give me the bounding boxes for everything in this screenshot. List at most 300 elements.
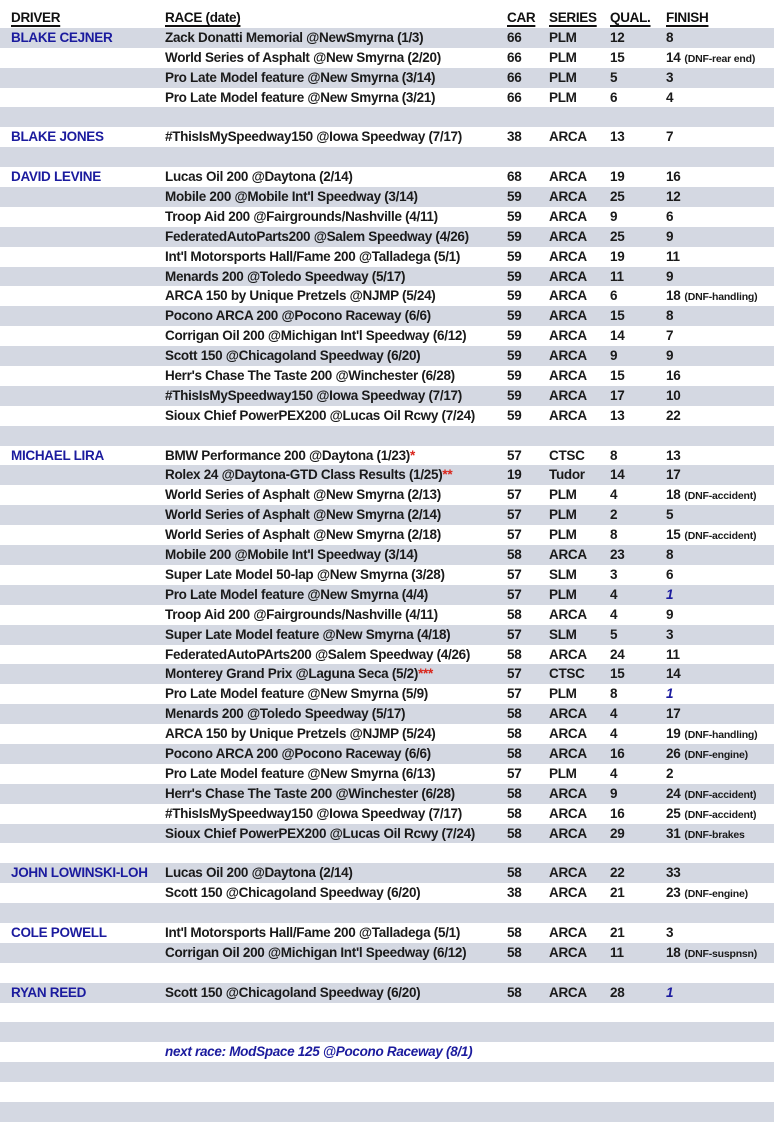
race-name: FederatedAutoPArts200 @Salem Speedway (4/26) bbox=[165, 646, 471, 662]
qual-position: 25 bbox=[610, 228, 625, 244]
qual-position: 9 bbox=[610, 785, 618, 801]
car-number: 19 bbox=[507, 467, 522, 483]
race-cell bbox=[165, 565, 507, 585]
table-row bbox=[0, 465, 774, 485]
car-number bbox=[507, 1082, 549, 1102]
car-number: 59 bbox=[507, 387, 522, 403]
car-number bbox=[507, 147, 549, 167]
table-row bbox=[0, 227, 774, 247]
driver-cell bbox=[0, 1042, 165, 1062]
finish-cell bbox=[666, 545, 774, 565]
finish-cell bbox=[666, 267, 774, 287]
race-cell bbox=[165, 326, 507, 346]
race-cell bbox=[165, 147, 507, 167]
qual-position: 14 bbox=[610, 328, 625, 344]
car-number bbox=[507, 1102, 549, 1122]
race-name: #ThisIsMySpeedway150 @Iowa Speedway (7/17) bbox=[165, 805, 462, 821]
race-name: Rolex 24 @Daytona-GTD Class Results (1/25) bbox=[165, 467, 443, 483]
qual-position: 16 bbox=[610, 805, 625, 821]
qual-position: 4 bbox=[610, 706, 618, 722]
car-number: 66 bbox=[507, 49, 522, 65]
race-name: World Series of Asphalt @New Smyrna (2/14) bbox=[165, 507, 441, 523]
qual-position: 6 bbox=[610, 89, 618, 105]
qual-position: 15 bbox=[610, 666, 625, 682]
table-row bbox=[0, 48, 774, 68]
car-number: 58 bbox=[507, 984, 522, 1000]
dnf-note: (DNF-engine) bbox=[684, 888, 748, 901]
finish-position: 18 bbox=[666, 288, 681, 304]
blank-row bbox=[0, 963, 774, 983]
driver-cell bbox=[0, 227, 165, 247]
table-row bbox=[0, 406, 774, 426]
finish-cell bbox=[666, 764, 774, 784]
finish-cell bbox=[666, 1022, 774, 1042]
car-number: 57 bbox=[507, 626, 522, 642]
series-name: ARCA bbox=[549, 368, 587, 384]
car-number: 57 bbox=[507, 686, 522, 702]
qual-position bbox=[610, 1042, 666, 1062]
finish-position: 14 bbox=[666, 49, 681, 65]
series-name: ARCA bbox=[549, 805, 587, 821]
race-cell bbox=[165, 843, 507, 863]
finish-position: 1 bbox=[666, 984, 674, 1000]
series-name: PLM bbox=[549, 49, 577, 65]
car-number bbox=[507, 1062, 549, 1082]
finish-cell bbox=[666, 704, 774, 724]
car-number: 59 bbox=[507, 189, 522, 205]
car-number: 59 bbox=[507, 308, 522, 324]
table-row bbox=[0, 207, 774, 227]
finish-cell bbox=[666, 227, 774, 247]
car-number: 59 bbox=[507, 368, 522, 384]
finish-position: 31 bbox=[666, 825, 681, 841]
car-number: 59 bbox=[507, 288, 522, 304]
car-number: 58 bbox=[507, 924, 522, 940]
table-row bbox=[0, 923, 774, 943]
finish-cell bbox=[666, 1082, 774, 1102]
driver-cell bbox=[0, 764, 165, 784]
asterisk-marker: *** bbox=[418, 666, 433, 682]
driver-cell bbox=[0, 247, 165, 267]
finish-position: 24 bbox=[666, 785, 681, 801]
race-name: BMW Performance 200 @Daytona (1/23) bbox=[165, 447, 410, 463]
finish-position: 5 bbox=[666, 507, 674, 523]
qual-position: 3 bbox=[610, 566, 618, 582]
qual-position: 4 bbox=[610, 487, 618, 503]
table-row bbox=[0, 824, 774, 844]
finish-position: 11 bbox=[666, 646, 680, 662]
series-name bbox=[549, 1062, 610, 1082]
finish-position: 7 bbox=[666, 129, 674, 145]
driver-cell bbox=[0, 187, 165, 207]
qual-position: 15 bbox=[610, 49, 625, 65]
driver-cell bbox=[0, 963, 165, 983]
race-name: Pocono ARCA 200 @Pocono Raceway (6/6) bbox=[165, 308, 431, 324]
car-number: 58 bbox=[507, 745, 522, 761]
series-name: PLM bbox=[549, 527, 577, 543]
race-cell bbox=[165, 585, 507, 605]
race-name: Monterey Grand Prix @Laguna Seca (5/2) bbox=[165, 666, 419, 682]
table-row bbox=[0, 525, 774, 545]
qual-position: 4 bbox=[610, 765, 618, 781]
finish-cell bbox=[666, 1102, 774, 1122]
finish-position: 14 bbox=[666, 666, 681, 682]
race-name: Troop Aid 200 @Fairgrounds/Nashville (4/11) bbox=[165, 208, 438, 224]
qual-position: 8 bbox=[610, 527, 618, 543]
driver-cell bbox=[0, 903, 165, 923]
finish-position: 17 bbox=[666, 467, 681, 483]
finish-position: 15 bbox=[666, 527, 681, 543]
finish-cell bbox=[666, 843, 774, 863]
table-row bbox=[0, 68, 774, 88]
qual-position: 19 bbox=[610, 169, 625, 185]
race-name: Mobile 200 @Mobile Int'l Speedway (3/14) bbox=[165, 189, 418, 205]
car-number bbox=[507, 843, 549, 863]
qual-position bbox=[610, 107, 666, 127]
finish-cell bbox=[666, 565, 774, 585]
dnf-note: (DNF-accident) bbox=[684, 788, 757, 801]
car-number: 57 bbox=[507, 527, 522, 543]
race-cell bbox=[165, 903, 507, 923]
finish-cell bbox=[666, 645, 774, 665]
driver-cell bbox=[0, 525, 165, 545]
finish-position: 1 bbox=[666, 686, 674, 702]
series-name: ARCA bbox=[549, 248, 587, 264]
race-name: Pro Late Model feature @New Smyrna (3/14) bbox=[165, 69, 436, 85]
blank-row bbox=[0, 107, 774, 127]
driver-cell bbox=[0, 28, 165, 48]
table-row bbox=[0, 744, 774, 764]
blank-row bbox=[0, 903, 774, 923]
table-row bbox=[0, 724, 774, 744]
table-row bbox=[0, 247, 774, 267]
driver-cell bbox=[0, 724, 165, 744]
series-name: PLM bbox=[549, 89, 577, 105]
car-number: 58 bbox=[507, 646, 522, 662]
finish-cell bbox=[666, 923, 774, 943]
series-name bbox=[549, 1042, 610, 1062]
finish-position: 6 bbox=[666, 208, 674, 224]
series-name: PLM bbox=[549, 29, 577, 45]
finish-cell bbox=[666, 1042, 774, 1062]
race-cell bbox=[165, 465, 507, 485]
column-header-finish: FINISH bbox=[666, 10, 709, 25]
series-name bbox=[549, 1003, 610, 1023]
driver-cell bbox=[0, 684, 165, 704]
race-cell bbox=[165, 227, 507, 247]
series-name bbox=[549, 1022, 610, 1042]
race-name: Int'l Motorsports Hall/Fame 200 @Talladega (5/1) bbox=[165, 924, 461, 940]
finish-cell bbox=[666, 68, 774, 88]
finish-cell bbox=[666, 366, 774, 386]
qual-position: 4 bbox=[610, 606, 618, 622]
driver-name: BLAKE CEJNER bbox=[11, 29, 113, 45]
qual-position: 12 bbox=[610, 29, 625, 45]
driver-cell bbox=[0, 127, 165, 147]
qual-position bbox=[610, 1003, 666, 1023]
next-race-row bbox=[0, 1042, 774, 1062]
race-cell bbox=[165, 68, 507, 88]
finish-position: 12 bbox=[666, 189, 681, 205]
finish-cell bbox=[666, 247, 774, 267]
finish-cell bbox=[666, 525, 774, 545]
car-number: 38 bbox=[507, 885, 522, 901]
series-name bbox=[549, 147, 610, 167]
driver-cell bbox=[0, 545, 165, 565]
race-name: #ThisIsMySpeedway150 @Iowa Speedway (7/17) bbox=[165, 387, 462, 403]
qual-position bbox=[610, 1082, 666, 1102]
race-cell bbox=[165, 764, 507, 784]
qual-position: 6 bbox=[610, 288, 618, 304]
dnf-note: (DNF-handling) bbox=[684, 729, 758, 742]
finish-position: 13 bbox=[666, 447, 681, 463]
asterisk-marker: * bbox=[410, 447, 415, 463]
qual-position: 13 bbox=[610, 129, 625, 145]
column-header-qual: QUAL. bbox=[610, 10, 651, 25]
driver-cell bbox=[0, 883, 165, 903]
finish-cell bbox=[666, 326, 774, 346]
table-row bbox=[0, 704, 774, 724]
series-name: ARCA bbox=[549, 606, 587, 622]
race-name: Scott 150 @Chicagoland Speedway (6/20) bbox=[165, 348, 421, 364]
finish-position: 8 bbox=[666, 547, 674, 563]
race-name: Pro Late Model feature @New Smyrna (6/13) bbox=[165, 765, 436, 781]
car-number: 66 bbox=[507, 29, 522, 45]
race-cell bbox=[165, 485, 507, 505]
race-cell bbox=[165, 605, 507, 625]
car-number: 57 bbox=[507, 566, 522, 582]
blank-row bbox=[0, 1082, 774, 1102]
table-row bbox=[0, 505, 774, 525]
race-cell bbox=[165, 664, 507, 684]
driver-cell bbox=[0, 68, 165, 88]
race-name: Menards 200 @Toledo Speedway (5/17) bbox=[165, 706, 406, 722]
car-number: 57 bbox=[507, 507, 522, 523]
table-row bbox=[0, 863, 774, 883]
series-name: ARCA bbox=[549, 865, 587, 881]
series-name: Tudor bbox=[549, 467, 585, 483]
series-name: ARCA bbox=[549, 924, 587, 940]
finish-position: 8 bbox=[666, 29, 674, 45]
race-cell bbox=[165, 247, 507, 267]
race-cell bbox=[165, 207, 507, 227]
car-number: 59 bbox=[507, 348, 522, 364]
race-cell bbox=[165, 625, 507, 645]
race-name: Sioux Chief PowerPEX200 @Lucas Oil Rcwy (7/24) bbox=[165, 407, 475, 423]
car-number: 58 bbox=[507, 706, 522, 722]
finish-position: 4 bbox=[666, 89, 674, 105]
car-number bbox=[507, 1003, 549, 1023]
column-header-car: CAR bbox=[507, 10, 536, 25]
qual-position: 21 bbox=[610, 924, 625, 940]
dnf-note: (DNF-accident) bbox=[684, 490, 757, 503]
race-name: Pocono ARCA 200 @Pocono Raceway (6/6) bbox=[165, 745, 431, 761]
race-name: Lucas Oil 200 @Daytona (2/14) bbox=[165, 865, 353, 881]
finish-cell bbox=[666, 983, 774, 1003]
series-name: ARCA bbox=[549, 169, 587, 185]
series-name: ARCA bbox=[549, 208, 587, 224]
table-row bbox=[0, 306, 774, 326]
driver-cell bbox=[0, 625, 165, 645]
blank-row bbox=[0, 147, 774, 167]
qual-position: 22 bbox=[610, 865, 625, 881]
race-name: Int'l Motorsports Hall/Fame 200 @Talladega (5/1) bbox=[165, 248, 461, 264]
qual-position: 8 bbox=[610, 686, 618, 702]
blank-row bbox=[0, 1102, 774, 1122]
series-name: ARCA bbox=[549, 706, 587, 722]
table-row bbox=[0, 286, 774, 306]
car-number: 59 bbox=[507, 268, 522, 284]
series-name: PLM bbox=[549, 69, 577, 85]
finish-cell bbox=[666, 943, 774, 963]
table-row bbox=[0, 605, 774, 625]
car-number bbox=[507, 426, 549, 446]
qual-position: 15 bbox=[610, 368, 625, 384]
driver-cell bbox=[0, 565, 165, 585]
race-cell bbox=[165, 167, 507, 187]
finish-position: 23 bbox=[666, 885, 681, 901]
series-name: ARCA bbox=[549, 228, 587, 244]
finish-cell bbox=[666, 485, 774, 505]
qual-position: 28 bbox=[610, 984, 625, 1000]
table-header bbox=[0, 8, 774, 28]
finish-cell bbox=[666, 306, 774, 326]
car-number: 66 bbox=[507, 69, 522, 85]
qual-position: 9 bbox=[610, 348, 618, 364]
dnf-note: (DNF-engine) bbox=[684, 748, 748, 761]
dnf-note: (DNF-accident) bbox=[684, 808, 757, 821]
series-name: PLM bbox=[549, 765, 577, 781]
race-cell bbox=[165, 545, 507, 565]
series-name: ARCA bbox=[549, 407, 587, 423]
race-cell bbox=[165, 804, 507, 824]
finish-cell bbox=[666, 903, 774, 923]
driver-cell bbox=[0, 346, 165, 366]
car-number: 58 bbox=[507, 606, 522, 622]
table-row bbox=[0, 784, 774, 804]
finish-cell bbox=[666, 465, 774, 485]
finish-cell bbox=[666, 426, 774, 446]
dnf-note: (DNF-accident) bbox=[684, 530, 757, 543]
car-number: 58 bbox=[507, 805, 522, 821]
car-number: 57 bbox=[507, 765, 522, 781]
car-number: 58 bbox=[507, 785, 522, 801]
results-table-body bbox=[0, 28, 774, 1122]
race-name: Troop Aid 200 @Fairgrounds/Nashville (4/11) bbox=[165, 606, 438, 622]
blank-row bbox=[0, 843, 774, 863]
finish-position: 9 bbox=[666, 268, 674, 284]
car-number bbox=[507, 963, 549, 983]
series-name bbox=[549, 107, 610, 127]
car-number: 58 bbox=[507, 547, 522, 563]
car-number: 57 bbox=[507, 487, 522, 503]
table-row bbox=[0, 804, 774, 824]
driver-cell bbox=[0, 366, 165, 386]
series-name: ARCA bbox=[549, 387, 587, 403]
race-cell bbox=[165, 505, 507, 525]
race-cell bbox=[165, 406, 507, 426]
driver-cell bbox=[0, 485, 165, 505]
finish-cell bbox=[666, 883, 774, 903]
column-header-race: RACE (date) bbox=[165, 10, 241, 25]
table-row bbox=[0, 326, 774, 346]
finish-cell bbox=[666, 784, 774, 804]
table-row bbox=[0, 664, 774, 684]
race-name: ARCA 150 by Unique Pretzels @NJMP (5/24) bbox=[165, 726, 436, 742]
series-name: ARCA bbox=[549, 885, 587, 901]
race-cell bbox=[165, 187, 507, 207]
qual-position: 11 bbox=[610, 268, 624, 284]
race-name: Herr's Chase The Taste 200 @Winchester (6/28) bbox=[165, 785, 455, 801]
race-cell bbox=[165, 983, 507, 1003]
driver-cell bbox=[0, 704, 165, 724]
finish-position: 17 bbox=[666, 706, 681, 722]
car-number: 57 bbox=[507, 586, 522, 602]
series-name: ARCA bbox=[549, 825, 587, 841]
series-name bbox=[549, 963, 610, 983]
race-name: World Series of Asphalt @New Smyrna (2/18) bbox=[165, 527, 441, 543]
series-name: ARCA bbox=[549, 547, 587, 563]
race-cell bbox=[165, 1062, 507, 1082]
race-name: Scott 150 @Chicagoland Speedway (6/20) bbox=[165, 984, 421, 1000]
driver-cell bbox=[0, 465, 165, 485]
finish-position: 8 bbox=[666, 308, 674, 324]
driver-cell bbox=[0, 1102, 165, 1122]
finish-cell bbox=[666, 824, 774, 844]
car-number: 59 bbox=[507, 208, 522, 224]
race-cell bbox=[165, 863, 507, 883]
finish-position: 7 bbox=[666, 328, 674, 344]
finish-cell bbox=[666, 286, 774, 306]
finish-cell bbox=[666, 386, 774, 406]
race-name: Mobile 200 @Mobile Int'l Speedway (3/14) bbox=[165, 547, 418, 563]
series-name: SLM bbox=[549, 566, 577, 582]
car-number: 58 bbox=[507, 825, 522, 841]
finish-position: 33 bbox=[666, 865, 681, 881]
finish-cell bbox=[666, 1062, 774, 1082]
driver-cell bbox=[0, 147, 165, 167]
driver-cell bbox=[0, 824, 165, 844]
driver-name: COLE POWELL bbox=[11, 924, 107, 940]
table-row bbox=[0, 545, 774, 565]
race-cell bbox=[165, 824, 507, 844]
driver-name: MICHAEL LIRA bbox=[11, 447, 104, 463]
race-cell bbox=[165, 127, 507, 147]
table-row bbox=[0, 267, 774, 287]
finish-position: 9 bbox=[666, 348, 674, 364]
driver-cell bbox=[0, 326, 165, 346]
finish-position: 11 bbox=[666, 248, 680, 264]
driver-cell bbox=[0, 843, 165, 863]
series-name bbox=[549, 426, 610, 446]
series-name: PLM bbox=[549, 507, 577, 523]
dnf-note: (DNF-handling) bbox=[684, 291, 758, 304]
table-row bbox=[0, 88, 774, 108]
driver-cell bbox=[0, 664, 165, 684]
finish-cell bbox=[666, 664, 774, 684]
finish-cell bbox=[666, 187, 774, 207]
qual-position: 2 bbox=[610, 507, 618, 523]
driver-cell bbox=[0, 605, 165, 625]
finish-position: 18 bbox=[666, 944, 681, 960]
finish-position: 3 bbox=[666, 626, 674, 642]
table-row bbox=[0, 485, 774, 505]
driver-cell bbox=[0, 406, 165, 426]
finish-cell bbox=[666, 724, 774, 744]
car-number: 57 bbox=[507, 447, 522, 463]
qual-position bbox=[610, 426, 666, 446]
race-cell bbox=[165, 346, 507, 366]
